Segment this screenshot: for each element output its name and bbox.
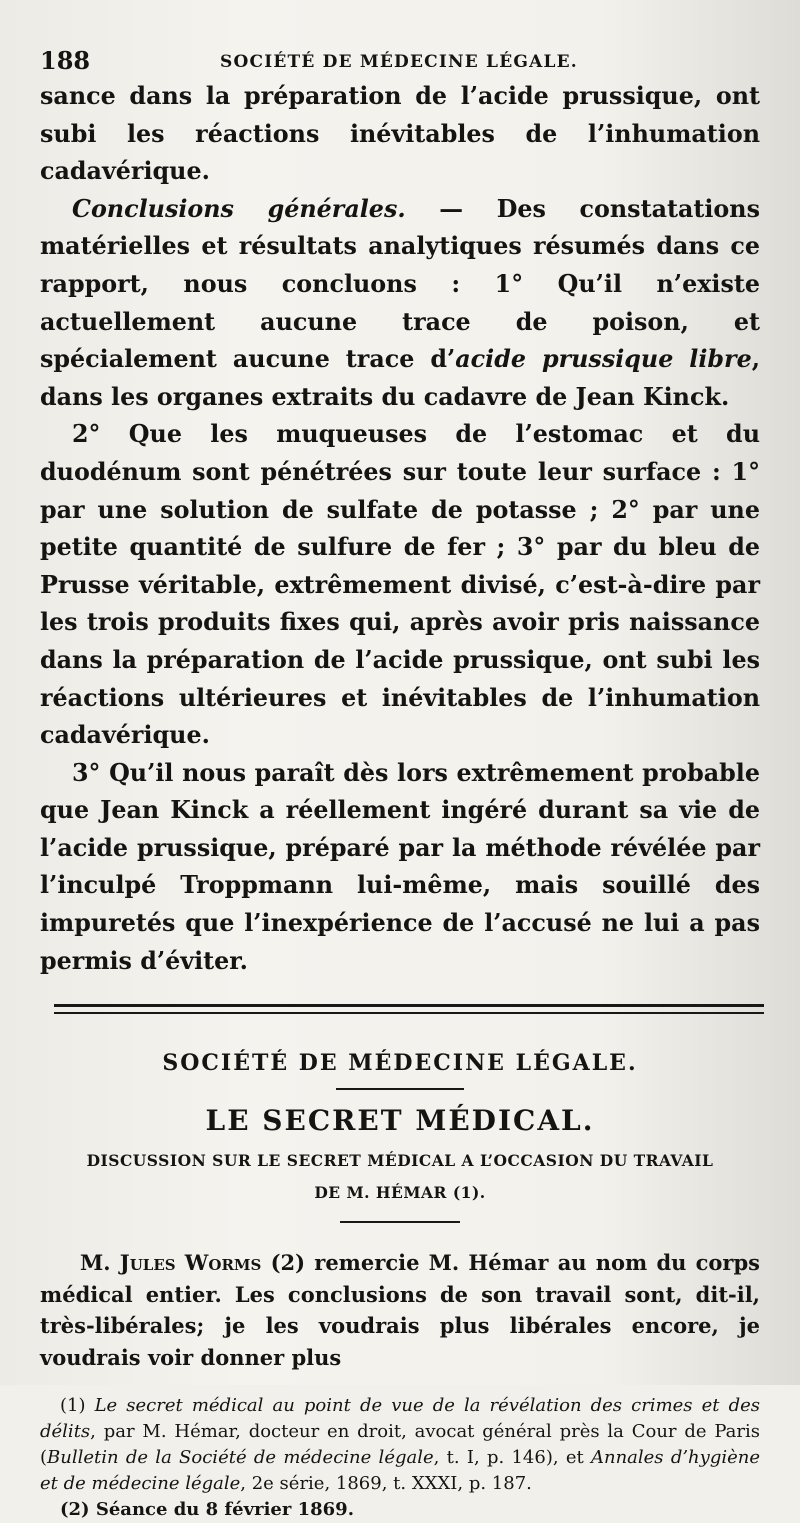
conclusions-text-b: , dans les organes extraits du cadavre de Jean Kinck.	[40, 345, 761, 411]
article-paragraph	[40, 1247, 760, 1373]
footnote-1-number: (1)	[60, 1395, 95, 1417]
article-title: LE SECRET MÉDICAL.	[205, 1104, 595, 1138]
article-body	[40, 1247, 760, 1373]
footnote-1-title: Le secret médical au point de vue de la révélation des crimes et des délits	[40, 1395, 760, 1443]
footnote-1	[40, 1393, 760, 1497]
paragraph-conclusion-3: 3° Qu’il nous paraît dès lors extrêmement probable que Jean Kinck a réellement ingéré durant sa vie de l’acide prussique, préparé par la méthode révélée par l’inculpé Troppmann lui-même, mais souillé des impuretés que l’inexpérience de l’accusé ne lui a pas permis d’éviter.	[40, 758, 760, 975]
page-number: 188	[40, 46, 91, 75]
footnote-1-text-c: , 2e série, 1869, t. XXXI, p. 187.	[240, 1473, 532, 1495]
paragraph-continuation: sance dans la préparation de l’acide prussique, ont subi les réactions inévitables de l’inhumation cadavérique.	[40, 82, 760, 186]
subtitle-rule	[340, 1221, 460, 1223]
section-heading: SOCIÉTÉ DE MÉDECINE LÉGALE.	[162, 1050, 638, 1077]
subtitle-line-1: DISCUSSION SUR LE SECRET MÉDICAL A L’OCCASION DU TRAVAIL	[86, 1151, 714, 1171]
speaker-name: M. Jules Worms	[80, 1250, 262, 1276]
conclusions-lead: Conclusions générales.	[72, 194, 406, 223]
article-subtitle	[40, 1145, 760, 1209]
section-divider	[54, 1004, 764, 1014]
footnote-1-text-b: , t. I, p. 146), et	[433, 1447, 591, 1469]
speaker-footnote-ref: (2)	[261, 1250, 315, 1276]
conclusions-dash: —	[405, 194, 497, 223]
report-conclusion-text	[40, 78, 760, 980]
article-text: remercie M. Hémar au nom du corps médical entier. Les conclusions de son travail sont, dit-il, très-libérales; je les voudrais plus libérales encore, je voudrais voir donner plus	[40, 1250, 760, 1370]
heading-rule	[336, 1088, 464, 1090]
footnotes	[40, 1393, 760, 1523]
footnote-1-annales: Annales d’hygiène et de médecine légale	[40, 1447, 760, 1495]
paragraph-conclusion-2: 2° Que les muqueuses de l’estomac et du duodénum sont pénétrées sur toute leur surface : 1° par une solution de sulfate de potasse ; 2° par une petite quantité de sulfure de fer ; 3° par du bleu de Prusse véritable, extrêmement divisé, c’est-à-dire par les trois produits fixes qui, après avoir pris naissance dans la préparation de l’acide prussique, ont subi les réactions ultérieures et inévitables de l’inhumation cadavérique.	[40, 420, 760, 750]
footnote-1-text-a: , par M. Hémar, docteur en droit, avocat général près la Cour de Paris (	[40, 1421, 760, 1469]
conclusions-text-a: Des constatations matérielles et résultats analytiques résumés dans ce rapport, nous concluons : 1° Qu’il n’existe actuellement aucune trace de poison, et spécialement aucune trace d’	[40, 194, 760, 374]
running-head: SOCIÉTÉ DE MÉDECINE LÉGALE.	[220, 52, 578, 72]
footnote-2: (2) Séance du 8 février 1869.	[60, 1499, 354, 1521]
conclusions-italic-term: acide prussique libre	[455, 345, 752, 374]
paragraph-conclusions	[40, 191, 760, 417]
page-header	[40, 40, 760, 78]
subtitle-line-2: DE M. HÉMAR (1).	[314, 1183, 486, 1203]
footnote-1-bulletin: Bulletin de la Société de médecine légale	[47, 1447, 434, 1469]
